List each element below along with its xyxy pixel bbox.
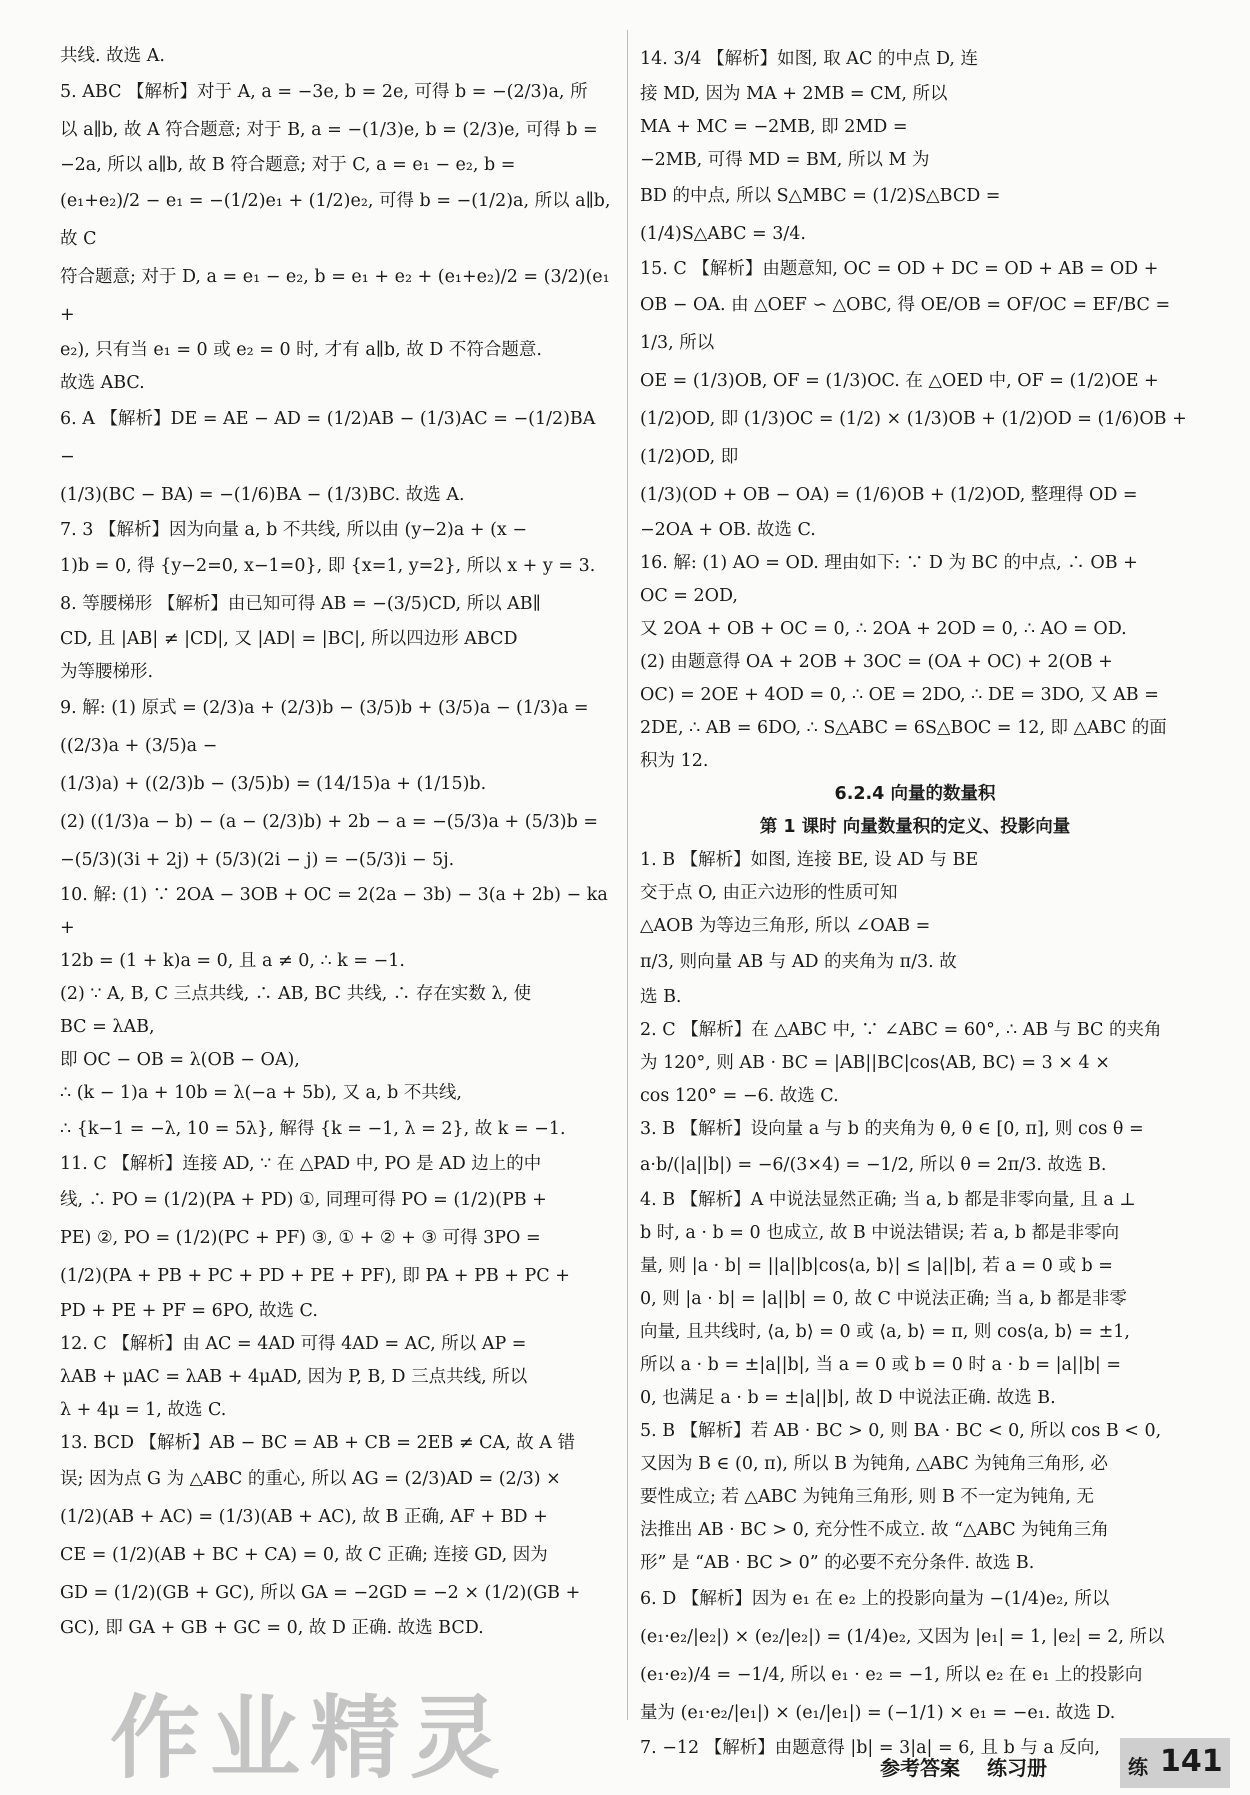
text-line: BC = λAB, (60, 1017, 155, 1037)
text-line: (e₁+e₂)/2 − e₁ = −(1/2)e₁ + (1/2)e₂, 可得 b = −(1/2)a, 所以 a∥b, 故 C (60, 191, 611, 249)
text-line: 选 B. (640, 987, 682, 1007)
text-line: 13. BCD 【解析】AB − BC = AB + CB = 2EB ≠ CA, 故 A 错 (60, 1433, 576, 1453)
text-line: 0, 则 |a · b| = |a||b| = 0, 故 C 中说法正确; 当 a, b 都是非零 (640, 1289, 1127, 1309)
text-line: 12b = (1 + k)a = 0, 且 a ≠ 0, ∴ k = −1. (60, 951, 405, 971)
text-line: 12. C 【解析】由 AC = 4AD 可得 4AD = AC, 所以 AP = (60, 1334, 527, 1354)
text-line: cos 120° = −6. 故选 C. (640, 1086, 839, 1106)
text-line: OC = 2OD, (640, 586, 738, 606)
text-line: ∴ {k−1 = −λ, 10 = 5λ}, 解得 {k = −1, λ = 2}, 故 k = −1. (60, 1119, 566, 1139)
text-line: 又因为 B ∈ (0, π), 所以 B 为钝角, △ABC 为钝角三角形, 必 (640, 1454, 1109, 1474)
text-line: 1)b = 0, 得 {y−2=0, x−1=0}, 即 {x=1, y=2}, 所以 x + y = 3. (60, 556, 596, 576)
text-line: PE) ②, PO = (1/2)(PC + PF) ③, ① + ② + ③ 可得 3PO = (60, 1228, 541, 1248)
text-line: π/3, 则向量 AB 与 AD 的夹角为 π/3. 故 (640, 952, 957, 972)
text-line: (2) ∵ A, B, C 三点共线, ∴ AB, BC 共线, ∴ 存在实数 λ, 使 (60, 984, 532, 1004)
text-line: 6. A 【解析】DE = AE − AD = (1/2)AB − (1/3)AC = −(1/2)BA − (60, 409, 596, 467)
text-line: λ + 4μ = 1, 故选 C. (60, 1400, 227, 1420)
text-line: 2. C 【解析】在 △ABC 中, ∵ ∠ABC = 60°, ∴ AB 与 BC 的夹角 (640, 1020, 1162, 1040)
text-line: 故选 ABC. (60, 373, 145, 393)
watermark: 作业精灵 (110, 1686, 510, 1791)
page-number-box (1120, 1738, 1230, 1788)
text-line: 所以 a · b = ±|a||b|, 当 a = 0 或 b = 0 时 a · b = |a||b| = (640, 1355, 1122, 1375)
text-line: 1. B 【解析】如图, 连接 BE, 设 AD 与 BE (640, 850, 979, 870)
text-line: 接 MD, 因为 MA + 2MB = CM, 所以 (640, 84, 948, 104)
text-line: a·b/(|a||b|) = −6/(3×4) = −1/2, 所以 θ = 2π/3. 故选 B. (640, 1155, 1107, 1175)
text-line: 2DE, ∴ AB = 6DO, ∴ S△ABC = 6S△BOC = 12, 即 △ABC 的面 (640, 718, 1167, 738)
footer-tag: 练 (1128, 1755, 1148, 1779)
text-line: 16. 解: (1) AO = OD. 理由如下: ∵ D 为 BC 的中点, ∴ OB + (640, 553, 1138, 573)
text-line: OB − OA. 由 △OEF ∽ △OBC, 得 OE/OB = OF/OC = EF/BC = 1/3, 所以 (640, 295, 1171, 353)
text-line: 共线. 故选 A. (60, 46, 165, 66)
text-line: (1/2)(PA + PB + PC + PD + PE + PF), 即 PA + PB + PC + (60, 1266, 570, 1286)
text-line: 线, ∴ PO = (1/2)(PA + PD) ①, 同理可得 PO = (1/2)(PB + (60, 1190, 547, 1210)
section-heading: 第 1 课时 向量数量积的定义、投影向量 (759, 817, 1071, 837)
text-line: b 时, a · b = 0 也成立, 故 B 中说法错误; 若 a, b 都是非零向 (640, 1223, 1120, 1243)
text-line: (e₁·e₂)/4 = −1/4, 所以 e₁ · e₂ = −1, 所以 e₂ 在 e₁ 上的投影向 (640, 1665, 1143, 1685)
text-line: 量为 (e₁·e₂/|e₁|) × (e₁/|e₁|) = (−1/1) × e₁ = −e₁. 故选 D. (640, 1703, 1116, 1723)
footer-book: 练习册 (986, 1756, 1047, 1780)
text-line: 0, 也满足 a · b = ±|a||b|, 故 D 中说法正确. 故选 B. (640, 1388, 1056, 1408)
text-line: 为等腰梯形. (60, 662, 154, 682)
text-line: −2OA + OB. 故选 C. (640, 520, 816, 540)
text-line: PD + PE + PF = 6PO, 故选 C. (60, 1301, 318, 1321)
text-line: 量, 则 |a · b| = ||a||b|cos⟨a, b⟩| ≤ |a||b|, 若 a = 0 或 b = (640, 1256, 1113, 1276)
text-line: 误; 因为点 G 为 △ABC 的重心, 所以 AG = (2/3)AD = (2/3) × (60, 1469, 561, 1489)
text-line: 符合题意; 对于 D, a = e₁ − e₂, b = e₁ + e₂ + (e₁+e₂)/2 = (3/2)(e₁ + (60, 267, 610, 325)
text-line: 9. 解: (1) 原式 = (2/3)a + (2/3)b − (3/5)b + (3/5)a − (1/3)a = ((2/3)a + (3/5)a − (60, 698, 589, 756)
footer (880, 1752, 1067, 1781)
text-line: CE = (1/2)(AB + BC + CA) = 0, 故 C 正确; 连接 GD, 因为 (60, 1545, 548, 1565)
page-number: 141 (1160, 1744, 1223, 1779)
text-line: 即 OC − OB = λ(OB − OA), (60, 1050, 300, 1070)
text-line: GD = (1/2)(GB + GC), 所以 GA = −2GD = −2 × (1/2)(GB + (60, 1583, 581, 1603)
text-line: (1/3)(BC − BA) = −(1/6)BA − (1/3)BC. 故选 A. (60, 485, 465, 505)
text-line: OC) = 2OE + 4OD = 0, ∴ OE = 2DO, ∴ DE = 3DO, 又 AB = (640, 685, 1159, 705)
text-line: (2) 由题意得 OA + 2OB + 3OC = (OA + OC) + 2(OB + (640, 652, 1113, 672)
text-line: λAB + μAC = λAB + 4μAD, 因为 P, B, D 三点共线, 所以 (60, 1367, 528, 1387)
text-line: ∴ (k − 1)a + 10b = λ(−a + 5b), 又 a, b 不共线, (60, 1083, 462, 1103)
text-line: 7. −12 【解析】由题意得 |b| = 3|a| = 6, 且 b 与 a 反向, (640, 1738, 1100, 1758)
left-column (60, 40, 615, 1645)
text-line: △AOB 为等边三角形, 所以 ∠OAB = (640, 916, 931, 936)
text-line: (1/2)(AB + AC) = (1/3)(AB + AC), 故 B 正确, AF + BD + (60, 1507, 548, 1527)
footer-section: 参考答案 (880, 1756, 960, 1780)
text-line: GC), 即 GA + GB + GC = 0, 故 D 正确. 故选 BCD. (60, 1618, 484, 1638)
text-line: 14. 3/4 【解析】如图, 取 AC 的中点 D, 连 (640, 49, 978, 69)
text-line: 为 120°, 则 AB · BC = |AB||BC|cos⟨AB, BC⟩ = 3 × 4 × (640, 1053, 1110, 1073)
text-line: OE = (1/3)OB, OF = (1/3)OC. 在 △OED 中, OF = (1/2)OE + (640, 371, 1159, 391)
text-line: 形” 是 “AB · BC > 0” 的必要不充分条件. 故选 B. (640, 1553, 1035, 1573)
text-line: −2a, 所以 a∥b, 故 B 符合题意; 对于 C, a = e₁ − e₂, b = (60, 155, 516, 175)
text-line: 要性成立; 若 △ABC 为钝角三角形, 则 B 不一定为钝角, 无 (640, 1487, 1094, 1507)
text-line: 5. ABC 【解析】对于 A, a = −3e, b = 2e, 可得 b = −(2/3)a, 所 (60, 82, 588, 102)
text-line: 3. B 【解析】设向量 a 与 b 的夹角为 θ, θ ∈ [0, π], 则 cos θ = (640, 1119, 1144, 1139)
text-line: (e₁·e₂/|e₂|) × (e₂/|e₂|) = (1/4)e₂, 又因为 |e₁| = 1, |e₂| = 2, 所以 (640, 1627, 1165, 1647)
text-line: 又 2OA + OB + OC = 0, ∴ 2OA + 2OD = 0, ∴ AO = OD. (640, 619, 1127, 639)
right-column (640, 40, 1190, 1765)
text-line: 10. 解: (1) ∵ 2OA − 3OB + OC = 2(2a − 3b) − 3(a + 2b) − ka + (60, 885, 608, 938)
section-heading: 6.2.4 向量的数量积 (834, 784, 996, 804)
text-line: e₂), 只有当 e₁ = 0 或 e₂ = 0 时, 才有 a∥b, 故 D 不符合题意. (60, 340, 542, 360)
text-line: 11. C 【解析】连接 AD, ∵ 在 △PAD 中, PO 是 AD 边上的中 (60, 1154, 542, 1174)
text-line: −(5/3)(3i + 2j) + (5/3)(2i − j) = −(5/3)i − 5j. (60, 850, 455, 870)
column-divider (627, 30, 628, 1720)
text-line: 向量, 且共线时, ⟨a, b⟩ = 0 或 ⟨a, b⟩ = π, 则 cos⟨a, b⟩ = ±1, (640, 1322, 1130, 1342)
text-line: 6. D 【解析】因为 e₁ 在 e₂ 上的投影向量为 −(1/4)e₂, 所以 (640, 1589, 1110, 1609)
text-line: 5. B 【解析】若 AB · BC > 0, 则 BA · BC < 0, 所以 cos B < 0, (640, 1421, 1162, 1441)
text-line: 积为 12. (640, 751, 709, 771)
text-line: (2) ((1/3)a − b) − (a − (2/3)b) + 2b − a = −(5/3)a + (5/3)b = (60, 812, 599, 832)
text-line: (1/3)a) + ((2/3)b − (3/5)b) = (14/15)a + (1/15)b. (60, 774, 487, 794)
text-line: CD, 且 |AB| ≠ |CD|, 又 |AD| = |BC|, 所以四边形 ABCD (60, 629, 518, 649)
text-line: (1/3)(OD + OB − OA) = (1/6)OB + (1/2)OD, 整理得 OD = (640, 485, 1138, 505)
text-line: 8. 等腰梯形 【解析】由已知可得 AB = −(3/5)CD, 所以 AB∥ (60, 594, 541, 614)
text-line: 15. C 【解析】由题意知, OC = OD + DC = OD + AB = OD + (640, 259, 1159, 279)
text-line: BD 的中点, 所以 S△MBC = (1/2)S△BCD = (1/4)S△ABC = 3/4. (640, 186, 1001, 244)
text-line: 以 a∥b, 故 A 符合题意; 对于 B, a = −(1/3)e, b = (2/3)e, 可得 b = (60, 120, 598, 140)
text-line: 4. B 【解析】A 中说法显然正确; 当 a, b 都是非零向量, 且 a ⊥ (640, 1190, 1136, 1210)
text-line: 法推出 AB · BC > 0, 充分性不成立. 故 “△ABC 为钝角三角 (640, 1520, 1109, 1540)
text-line: (1/2)OD, 即 (1/3)OC = (1/2) × (1/3)OB + (1/2)OD = (1/6)OB + (1/2)OD, 即 (640, 409, 1187, 467)
text-line: 交于点 O, 由正六边形的性质可知 (640, 883, 898, 903)
text-line: MA + MC = −2MB, 即 2MD = (640, 117, 908, 137)
text-line: 7. 3 【解析】因为向量 a, b 不共线, 所以由 (y−2)a + (x − (60, 520, 528, 540)
text-line: −2MB, 可得 MD = BM, 所以 M 为 (640, 150, 930, 170)
